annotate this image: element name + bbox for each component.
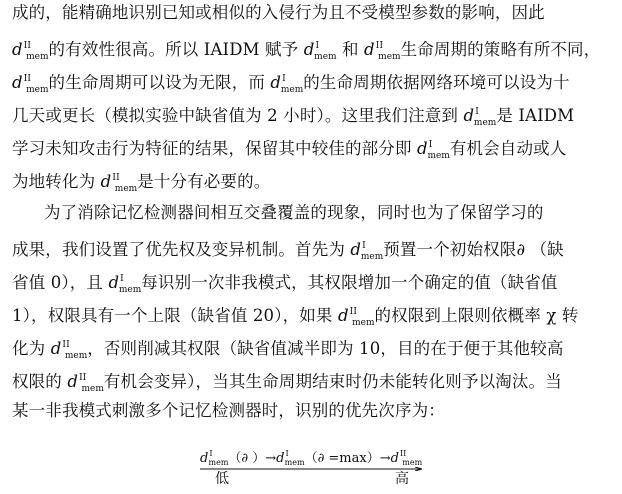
mem-detector-I-symbol: $d^I_{mem}$ bbox=[417, 139, 450, 161]
text-line-10: 1），权限具有一个上限（缺省值 20），如果 $d^{II}_{mem}$的权限到上限则依概率 χ 转 bbox=[12, 306, 579, 328]
mem-detector-II-symbol: $d^{II}_{mem}$ bbox=[67, 372, 104, 394]
mem-detector-I-symbol: $d^I_{mem}$ bbox=[350, 240, 384, 262]
text-line-3: $d^{II}_{mem}$的生命周期可以设为无限，而 $d^I_{mem}$的生命周期依据网络环境可以设为十 bbox=[12, 73, 570, 95]
mem-detector-II-symbol: $d^{II}_{mem}$ bbox=[12, 73, 49, 95]
mem-detector-II-symbol: $d^{II}_{mem}$ bbox=[100, 172, 138, 194]
text-line-2: $d^{II}_{mem}$的有效性很高。所以 IAIDM 赋予 $d^I_{mem}$ 和 $d^{II}_{mem}$生命周期的策略有所不同， bbox=[12, 40, 601, 62]
priority-high-label: 高 bbox=[395, 471, 409, 487]
text-line-13: 某一非我模式刺激多个记忆检测器时，识别的优先次序为： bbox=[12, 401, 445, 420]
text-line-4: 几天或更长（模拟实验中缺省值为 2 小时）。这里我们注意到 $d^I_{mem}$是 IAIDM bbox=[12, 106, 575, 128]
text-line-11: 化为 $d^{II}_{mem}$，否则削减其权限（缺省值减半即为 10，目的在于便于其他较高 bbox=[12, 339, 564, 361]
priority-arrow bbox=[200, 467, 422, 471]
mem-detector-II-symbol: $d^{II}_{mem}$ bbox=[50, 339, 88, 361]
text-line-8: 成果，我们设置了优先权及变异机制。首先为 $d^I_{mem}$预置一个初始权限∂ （缺 bbox=[12, 240, 564, 262]
mem-detector-II-symbol: $d^{II}_{mem}$ bbox=[364, 40, 401, 62]
mem-detector-I-symbol: $d^I_{mem}$ bbox=[108, 273, 142, 295]
text-line-9: 省值 0），且 $d^I_{mem}$每识别一次非我模式，其权限增加一个确定的值（缺省值 bbox=[12, 273, 558, 295]
mem-detector-II-symbol: $d^{II}_{mem}$ bbox=[337, 306, 375, 328]
mem-detector-I-symbol: $d^I_{mem}$ bbox=[270, 73, 304, 95]
text-line-1: 成的，能精确地识别已知或相似的入侵行为且不受模型参数的影响，因此 bbox=[12, 3, 545, 22]
priority-formula: $d^I_{mem}(\partial$ ）$\to d^I_{mem}(\partial =\max)\to d^{II}_{mem}$ bbox=[200, 449, 423, 467]
mem-detector-I-symbol: $d^I_{mem}$ bbox=[200, 449, 229, 467]
priority-low-label: 低 bbox=[215, 471, 229, 487]
text-line-12: 权限的 $d^{II}_{mem}$有机会变异），当其生命周期结束时仍未能转化则予以淘汰。当 bbox=[12, 372, 562, 394]
text-line-5: 学习未知攻击行为特征的结果，保留其中较佳的部分即 $d^I_{mem}$有机会自动或人 bbox=[12, 139, 567, 161]
text-line-6: 为地转化为 $d^{II}_{mem}$是十分有必要的。 bbox=[12, 172, 271, 194]
mem-detector-II-symbol: $d^{II}_{mem}$ bbox=[390, 449, 423, 467]
mem-detector-I-symbol: $d^I_{mem}$ bbox=[463, 106, 497, 128]
text-line-7: 为了消除记忆检测器间相互交叠覆盖的现象，同时也为了保留学习的 bbox=[44, 203, 544, 222]
mem-detector-I-symbol: $d^I_{mem}$ bbox=[303, 40, 337, 62]
mem-detector-I-symbol: $d^I_{mem}$ bbox=[276, 449, 305, 467]
mem-detector-II-symbol: $d^{II}_{mem}$ bbox=[12, 40, 49, 62]
